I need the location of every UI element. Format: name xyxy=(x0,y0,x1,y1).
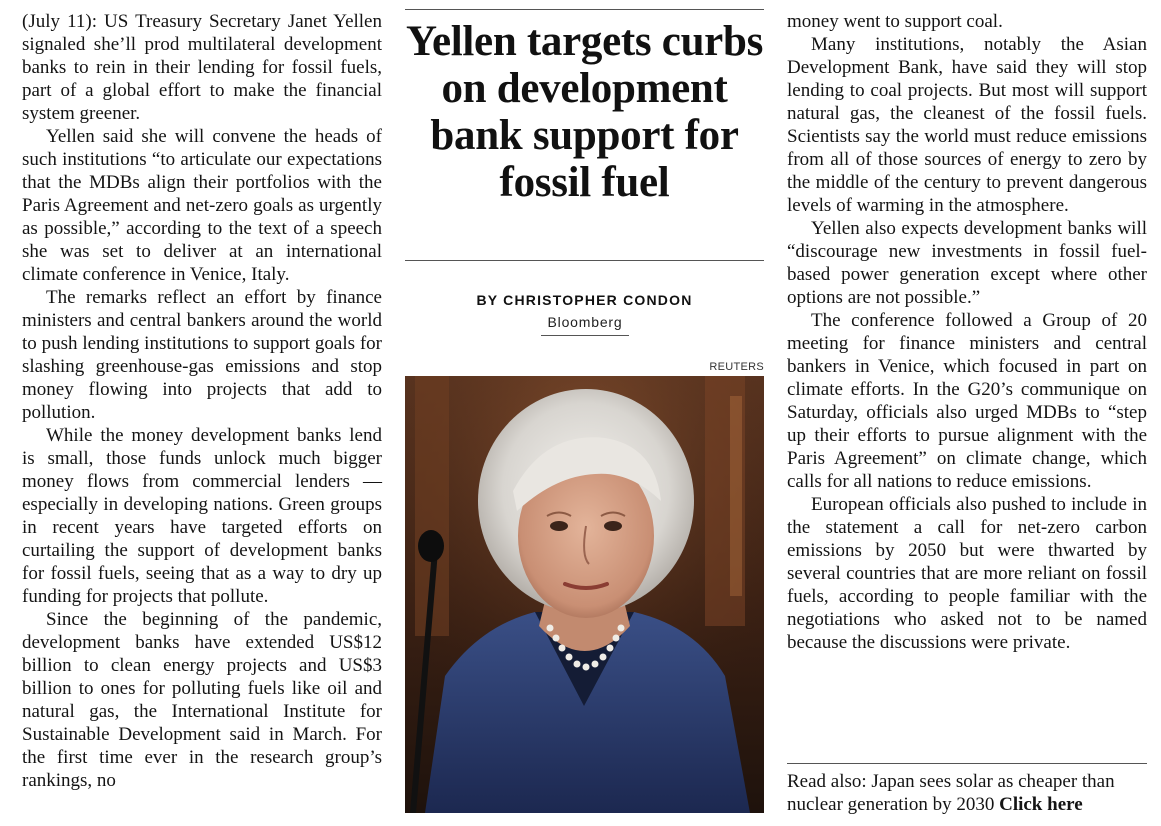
read-also-text: Read also: Japan sees solar as cheaper than nuclear generation by 2030 xyxy=(787,771,1115,815)
paragraph: European officials also pushed to include in the statement a call for net-zero carbon emissions by 2050 but were thwarted by several countries that are more reliant on fossil fuels, according to people familiar with the negotiations who asked not to be named because the discussions were private. xyxy=(787,494,1147,653)
paragraph: Since the beginning of the pandemic, development banks have extended US$12 billion to clean energy projects and US$3 billion to ones for polluting fuels like oil and natural gas, the International Institute for Sustainable Development said in March. For the first time ever in the research group’s rankings, no xyxy=(22,609,382,791)
headline-block xyxy=(405,0,764,826)
paragraph: Many institutions, notably the Asian Development Bank, have said they will stop lending to coal projects. But most will support natural gas, the cleanest of the fossil fuels. Scientists say the world must reduce emissions from all of those sources of energy to zero by the middle of the century to prevent dangerous levels of warming in the atmosphere. xyxy=(787,34,1147,216)
photo-credit: REUTERS xyxy=(709,361,764,373)
top-divider xyxy=(405,9,764,10)
article-body-left-column xyxy=(22,10,382,792)
author-byline: BY CHRISTOPHER CONDON xyxy=(476,292,693,308)
click-here-link[interactable]: Click here xyxy=(999,794,1083,815)
paragraph: While the money development banks lend is small, those funds unlock much bigger money flows from commercial lenders — especially in developing nations. Green groups in recent years have targeted efforts on curtailing the support of development banks for fossil fuels, seeing that as a way to dry up funding for projects that pollute. xyxy=(22,425,382,607)
article-body-right-column xyxy=(787,10,1147,654)
headline-divider xyxy=(405,260,764,261)
read-also-box xyxy=(787,770,1149,816)
paragraph: (July 11): US Treasury Secretary Janet Yellen signaled she’ll prod multilateral development banks to rein in their lending for fossil fuels, part of a global effort to make the financial system greener. xyxy=(22,11,382,124)
paragraph: Yellen said she will convene the heads of such institutions “to articulate our expectations that the MDBs align their portfolios with the Paris Agreement and net-zero goals as urgently as possible,” according to the text of a speech she was set to deliver at an international climate conference in Venice, Italy. xyxy=(22,126,382,285)
read-also-divider xyxy=(787,763,1147,764)
news-outlet: Bloomberg xyxy=(541,314,629,336)
paragraph: Yellen also expects development banks will “discourage new investments in fossil fuel-based power generation except where other options are not possible.” xyxy=(787,218,1147,308)
article-headline: Yellen targets curbs on development bank support for fossil fuel xyxy=(405,18,764,206)
paragraph: The conference followed a Group of 20 meeting for finance ministers and central bankers in Venice, which focused in part on climate efforts. In the G20’s communique on Saturday, officials also urged MDBs to “step up their efforts to pursue alignment with the Paris Agreement” on climate change, which calls for all nations to reduce emissions. xyxy=(787,310,1147,492)
paragraph: money went to support coal. xyxy=(787,11,1003,32)
paragraph: The remarks reflect an effort by finance ministers and central bankers around the world to push lending institutions to support goals for slashing greenhouse-gas emissions and stop money flowing into projects that add to pollution. xyxy=(22,287,382,423)
article-photo xyxy=(405,376,764,813)
